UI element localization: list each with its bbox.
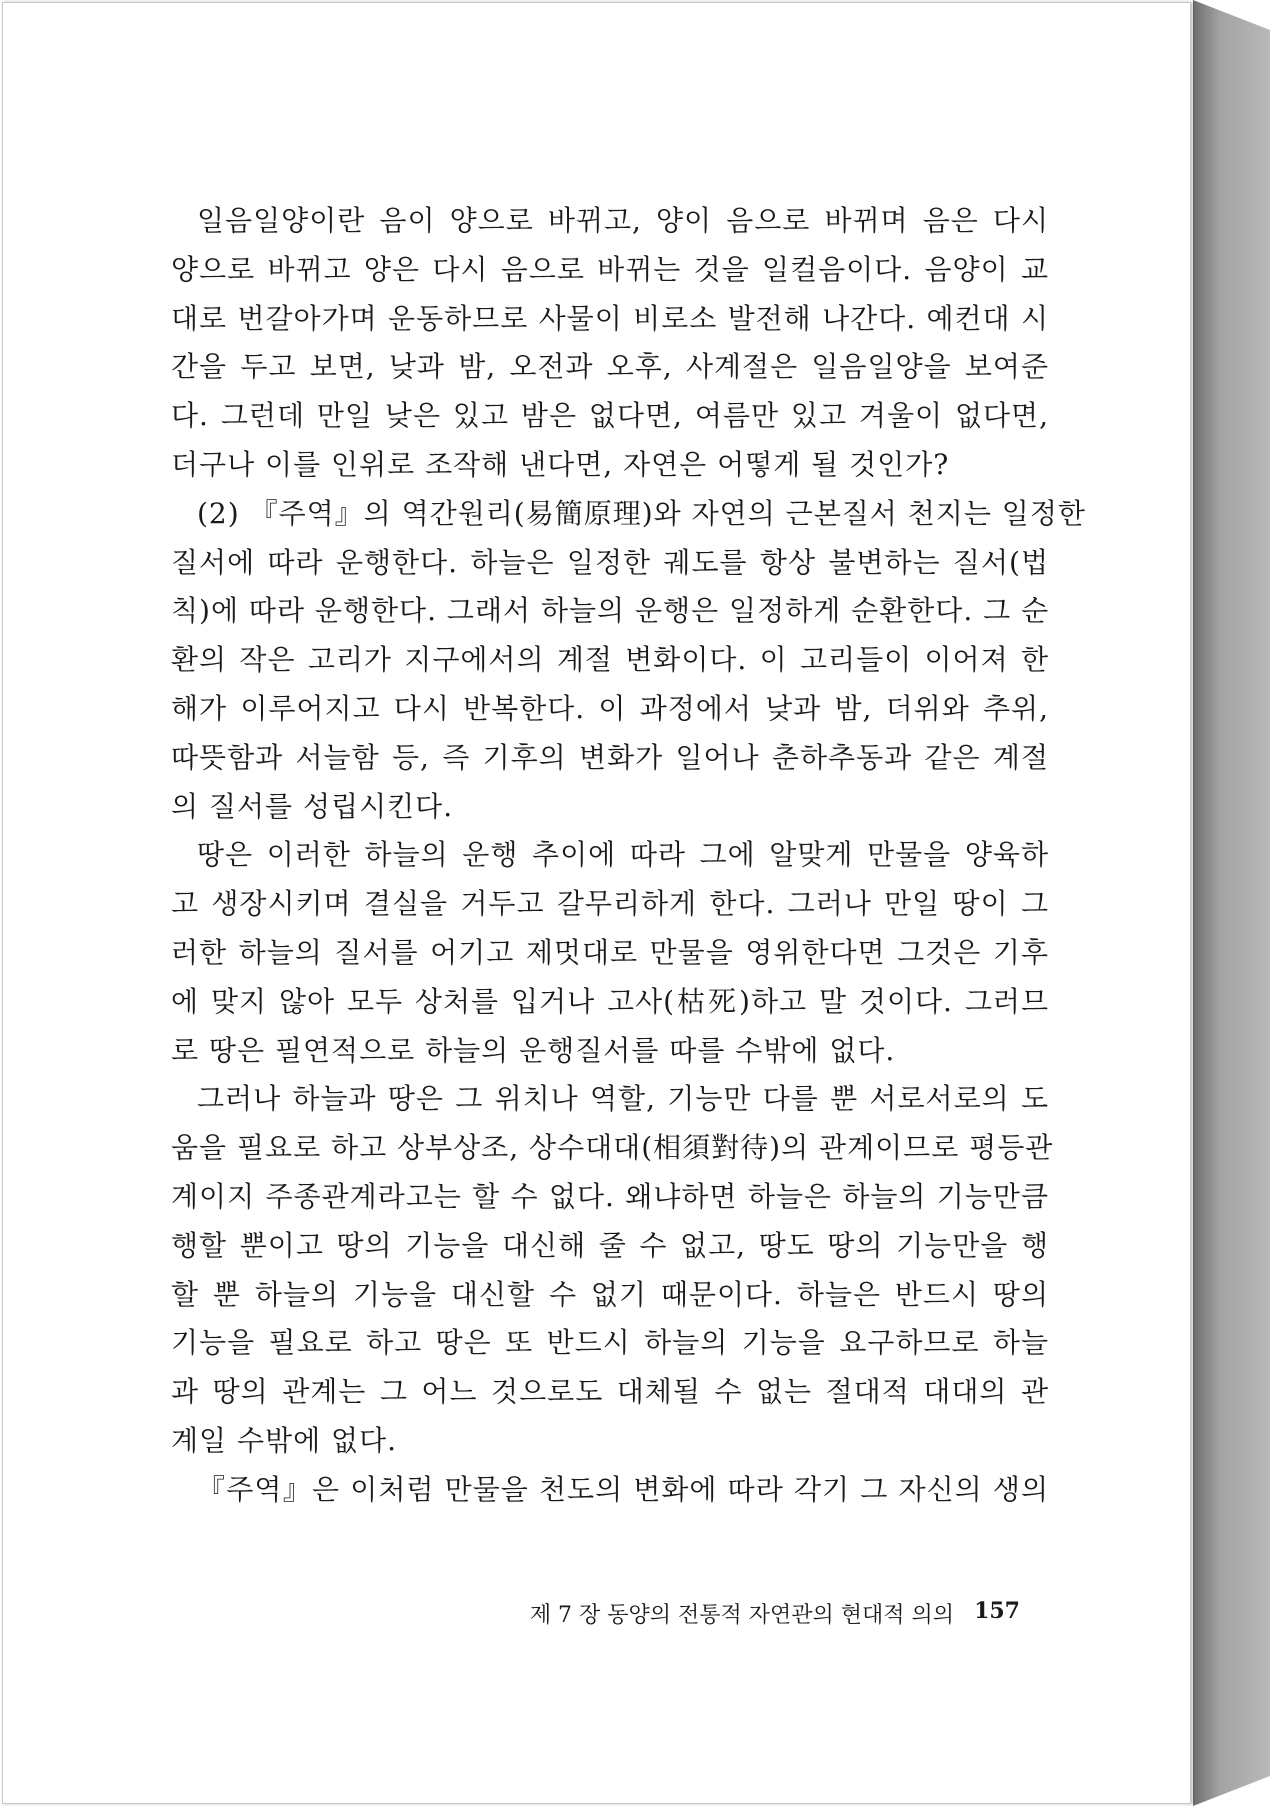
text-line: 에 맞지 않아 모두 상처를 입거나 고사(枯死)하고 말 것이다. 그러므: [171, 984, 1049, 1018]
text-line: 질서에 따라 운행한다. 하늘은 일정한 궤도를 항상 불변하는 질서(법: [171, 545, 1049, 579]
text-line: (2) 『주역』의 역간원리(易簡原理)와 자연의 근본질서 천지는 일정한: [197, 496, 1086, 530]
text-line: 움을 필요로 하고 상부상조, 상수대대(相須對待)의 관계이므로 평등관: [171, 1131, 1054, 1165]
text-line: 일음일양이란 음이 양으로 바뀌고, 양이 음으로 바뀌며 음은 다시: [197, 204, 1049, 237]
text-line: 과 땅의 관계는 그 어느 것으로도 대체될 수 없는 절대적 대대의 관: [171, 1375, 1049, 1409]
book-page: [2, 2, 1191, 1804]
text-line: 그러나 하늘과 땅은 그 위치나 역할, 기능만 다를 뿐 서로서로의 도: [197, 1082, 1049, 1116]
text-line: 따뜻함과 서늘함 등, 즉 기후의 변화가 일어나 춘하추동과 같은 계절: [171, 740, 1049, 774]
text-line: 기능을 필요로 하고 땅은 또 반드시 하늘의 기능을 요구하므로 하늘: [171, 1326, 1049, 1360]
page-body-text: [171, 197, 1086, 1515]
text-line: 양으로 바뀌고 양은 다시 음으로 바뀌는 것을 일컬음이다. 음양이 교: [171, 252, 1049, 286]
running-footer: [490, 1598, 1020, 1629]
text-line: 할 뿐 하늘의 기능을 대신할 수 없기 때문이다. 하늘은 반드시 땅의: [171, 1277, 1049, 1311]
text-line: 계일 수밖에 없다.: [171, 1423, 398, 1457]
text-line: 러한 하늘의 질서를 어기고 제멋대로 만물을 영위한다면 그것은 기후: [171, 935, 1049, 969]
text-line: 대로 번갈아가며 운동하므로 사물이 비로소 발전해 나간다. 예컨대 시: [171, 301, 1049, 335]
text-line: 『주역』은 이처럼 만물을 천도의 변화에 따라 각기 그 자신의 생의: [197, 1472, 1049, 1506]
text-line: 로 땅은 필연적으로 하늘의 운행질서를 따를 수밖에 없다.: [171, 1033, 896, 1067]
text-line: 환의 작은 고리가 지구에서의 계절 변화이다. 이 고리들이 이어져 한: [171, 643, 1049, 677]
text-line: 간을 두고 보면, 낮과 밤, 오전과 오후, 사계절은 일음일양을 보여준: [171, 350, 1049, 384]
text-line: 고 생장시키며 결실을 거두고 갈무리하게 한다. 그러나 만일 땅이 그: [171, 887, 1049, 921]
text-line: 해가 이루어지고 다시 반복한다. 이 과정에서 낮과 밤, 더위와 추위,: [171, 691, 1049, 725]
text-line: 행할 뿐이고 땅의 기능을 대신해 줄 수 없고, 땅도 땅의 기능만을 행: [171, 1228, 1049, 1262]
page-number: 157: [974, 1598, 1020, 1624]
chapter-title: 제 7 장 동양의 전통적 자연관의 현대적 의의: [529, 1603, 955, 1628]
text-line: 의 질서를 성립시킨다.: [171, 789, 454, 823]
text-line: 땅은 이러한 하늘의 운행 추이에 따라 그에 알맞게 만물을 양육하: [197, 838, 1049, 872]
text-line: 칙)에 따라 운행한다. 그래서 하늘의 운행은 일정하게 순환한다. 그 순: [171, 594, 1050, 628]
text-line: 다. 그런데 만일 낮은 있고 밤은 없다면, 여름만 있고 겨울이 없다면,: [171, 399, 1049, 433]
text-line: 더구나 이를 인위로 조작해 낸다면, 자연은 어떻게 될 것인가?: [171, 447, 950, 481]
text-line: 계이지 주종관계라고는 할 수 없다. 왜냐하면 하늘은 하늘의 기능만큼: [171, 1179, 1049, 1213]
book-page-edges: [1193, 0, 1270, 1806]
